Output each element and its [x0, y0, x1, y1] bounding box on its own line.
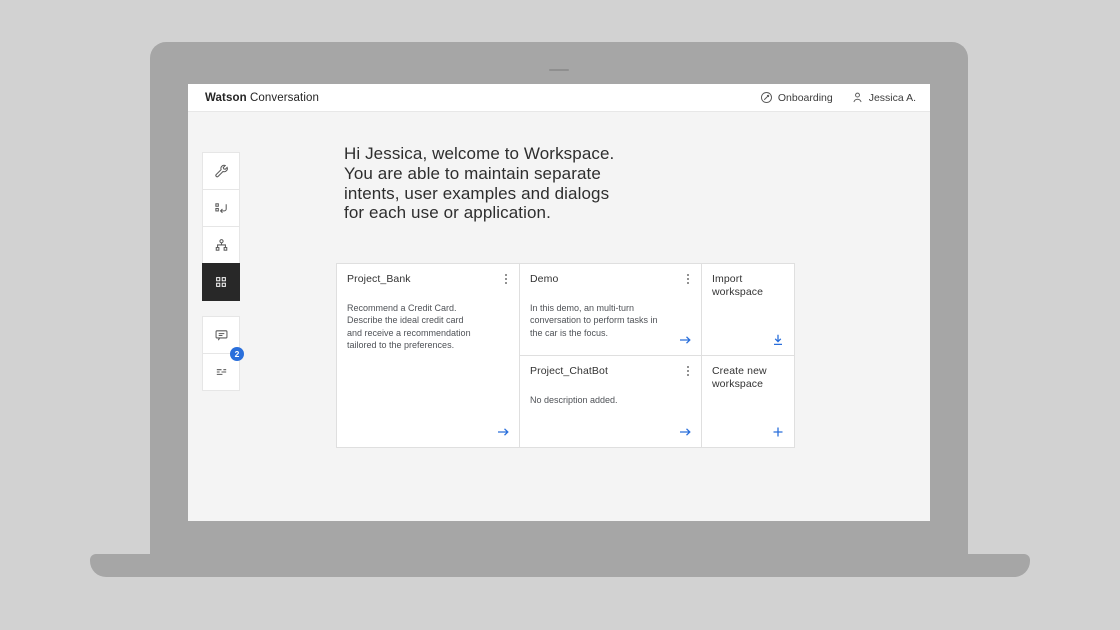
workspace-description: Recommend a Credit Card. Describe the ideal credit card and receive a recommendation tailored to the preferences.: [347, 302, 471, 350]
welcome-line: intents, user examples and dialogs: [344, 183, 610, 203]
welcome-line: for each use or application.: [344, 203, 551, 223]
grid-icon: [214, 275, 228, 289]
workspace-card-project-bank[interactable]: [337, 264, 519, 447]
chat-icon: [214, 328, 229, 343]
welcome-message: [344, 144, 664, 223]
workspace-grid: [336, 263, 795, 448]
workspace-description: No description added.: [530, 394, 618, 405]
workspace-title: Project_ChatBot: [530, 365, 608, 377]
user-name-label: Jessica A.: [868, 91, 916, 104]
overflow-menu-icon[interactable]: [685, 273, 691, 285]
arrow-right-icon[interactable]: [677, 332, 693, 348]
user-icon: [851, 91, 864, 104]
brand-logo: [205, 92, 319, 104]
workspace-title: Project_Bank: [347, 273, 411, 285]
welcome-line: Hi Jessica, welcome to Workspace.: [344, 144, 615, 163]
sidebar-item-content[interactable]: [202, 349, 240, 391]
workspace-card-project-chatbot[interactable]: [520, 356, 701, 447]
arrow-right-icon[interactable]: [495, 424, 511, 440]
overflow-menu-icon[interactable]: [503, 273, 509, 285]
onboarding-button[interactable]: [760, 91, 833, 104]
sidebar-item-tools[interactable]: [202, 152, 240, 190]
onboarding-label: Onboarding: [777, 91, 833, 104]
welcome-line: You are able to maintain separate: [344, 163, 601, 183]
dialog-tree-icon: [214, 238, 229, 253]
workspace-card-demo[interactable]: [520, 264, 701, 355]
download-icon[interactable]: [770, 332, 786, 348]
arrow-right-icon[interactable]: [677, 424, 693, 440]
content-icon: [214, 365, 229, 380]
sidebar-item-workspaces[interactable]: [202, 263, 240, 301]
sidebar-item-dialog-tree[interactable]: [202, 226, 240, 264]
notification-badge: 2: [230, 347, 244, 361]
brand-bold: Watson: [205, 91, 247, 104]
brand-regular: Conversation: [250, 91, 319, 104]
laptop-base: [90, 554, 1030, 577]
laptop-camera: [549, 69, 569, 71]
workspace-title: Create new workspace: [712, 365, 767, 390]
workspace-card-import[interactable]: [702, 264, 794, 355]
wrench-icon: [214, 164, 229, 179]
compass-icon: [760, 91, 773, 104]
sidebar-item-intents[interactable]: [202, 189, 240, 227]
workspace-title: Import workspace: [712, 273, 764, 298]
overflow-menu-icon[interactable]: [685, 365, 691, 377]
plus-icon[interactable]: [770, 424, 786, 440]
intents-icon: [214, 201, 229, 216]
workspace-description: In this demo, an multi-turn conversation to perform tasks in the car is the focus.: [530, 302, 658, 338]
user-menu[interactable]: [851, 91, 916, 104]
app-header: [188, 84, 930, 112]
workspace-title: Demo: [530, 273, 559, 285]
workspace-card-create-new[interactable]: [702, 356, 794, 447]
app-screen: [188, 84, 930, 521]
